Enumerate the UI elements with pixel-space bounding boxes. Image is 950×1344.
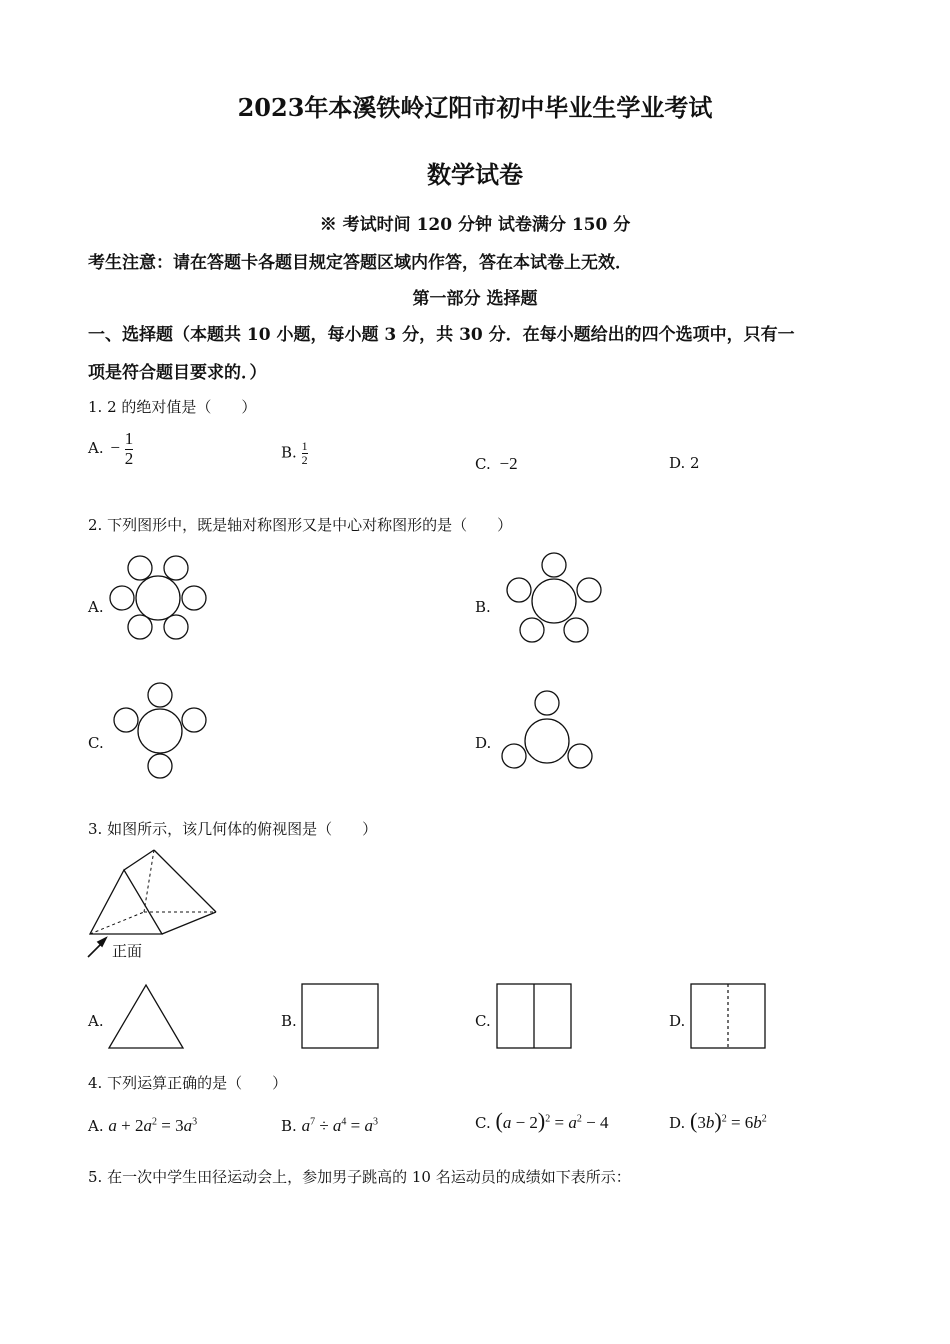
q4-stem: 4. 下列运算正确的是（ ）: [88, 1074, 288, 1092]
q1-c-value: −2: [499, 454, 518, 473]
q1-a-label: A.: [88, 439, 104, 458]
q3-c-label: C.: [475, 1012, 491, 1030]
q2-option-a-figure: [100, 545, 220, 645]
q3-prism-figure: [84, 846, 224, 966]
q1-a-fraction: [125, 430, 134, 468]
q3-option-a-figure: [106, 982, 186, 1052]
q2-c-label: C.: [88, 734, 104, 752]
q3-option-b-figure: [300, 982, 380, 1050]
q1-a-denominator: 2: [124, 448, 134, 468]
q1-stem: 1. 2 的绝对值是（ ）: [88, 398, 257, 416]
q4-option-d: [669, 1108, 767, 1134]
q4-option-a: [88, 1116, 197, 1136]
section-heading-line1: 一、选择题（本题共 10 小题，每小题 3 分，共 30 分．在每小题给出的四个选项中，只有一: [88, 325, 795, 345]
exam-info: ※ 考试时间 120 分钟 试卷满分 150 分: [319, 215, 631, 235]
exam-subtitle: 数学试卷: [427, 160, 523, 189]
q4-option-b: [281, 1116, 378, 1136]
q1-c-label: C.: [475, 455, 491, 473]
q2-option-c-figure: [100, 680, 220, 785]
q1-d-value: 2: [690, 454, 700, 472]
q4-b-expression: $a^7 \div a^4 = a^3$: [301, 1116, 379, 1135]
q1-b-denominator: 2: [301, 453, 308, 468]
q3-d-label: D.: [669, 1012, 686, 1030]
q4-d-label: D.: [669, 1114, 686, 1132]
q4-option-c: [475, 1108, 608, 1134]
q3-b-label: B.: [281, 1012, 297, 1030]
q1-b-numerator: 1: [301, 439, 308, 453]
q3-option-d-figure: [689, 982, 767, 1050]
q2-b-label: B.: [475, 598, 491, 616]
part-heading: 第一部分 选择题: [412, 289, 538, 309]
q4-c-expression: $(a - 2)^2 = a^2 - 4$: [495, 1108, 609, 1133]
q4-a-label: A.: [88, 1117, 104, 1135]
q2-option-b-figure: [496, 545, 616, 650]
q2-d-label: D.: [475, 734, 492, 752]
q1-option-b: [281, 440, 308, 467]
q1-option-a: [88, 430, 133, 468]
q1-a-sign: −: [110, 438, 120, 458]
q3-option-c-figure: [495, 982, 573, 1050]
q1-option-c: [475, 454, 518, 474]
q5-stem: 5. 在一次中学生田径运动会上，参加男子跳高的 10 名运动员的成绩如下表所示：: [88, 1168, 631, 1186]
q1-a-numerator: 1: [124, 429, 134, 448]
q4-b-label: B.: [281, 1117, 297, 1135]
q3-a-label: A.: [88, 1012, 104, 1030]
q1-option-d: [669, 454, 700, 472]
section-heading-line2: 项是符合题目要求的．）: [88, 363, 267, 383]
q4-d-expression: $(3b)^2 = 6b^2$: [690, 1108, 767, 1133]
q1-b-label: B.: [281, 443, 297, 462]
q2-option-d-figure: [492, 683, 602, 778]
q1-d-label: D.: [669, 454, 686, 472]
q1-b-fraction: [302, 440, 308, 467]
exam-title: 2023年本溪铁岭辽阳市初中毕业生学业考试: [237, 93, 713, 122]
q3-stem: 3. 如图所示，该几何体的俯视图是（ ）: [88, 820, 378, 838]
q2-a-label: A.: [88, 598, 104, 616]
q4-c-label: C.: [475, 1114, 491, 1132]
q4-a-expression: $a + 2a^2 = 3a^3$: [108, 1116, 198, 1135]
q3-front-label: 正面: [112, 942, 143, 960]
exam-notice: 考生注意：请在答题卡各题目规定答题区域内作答，答在本试卷上无效．: [88, 253, 632, 273]
q2-stem: 2. 下列图形中，既是轴对称图形又是中心对称图形的是（ ）: [88, 516, 513, 534]
